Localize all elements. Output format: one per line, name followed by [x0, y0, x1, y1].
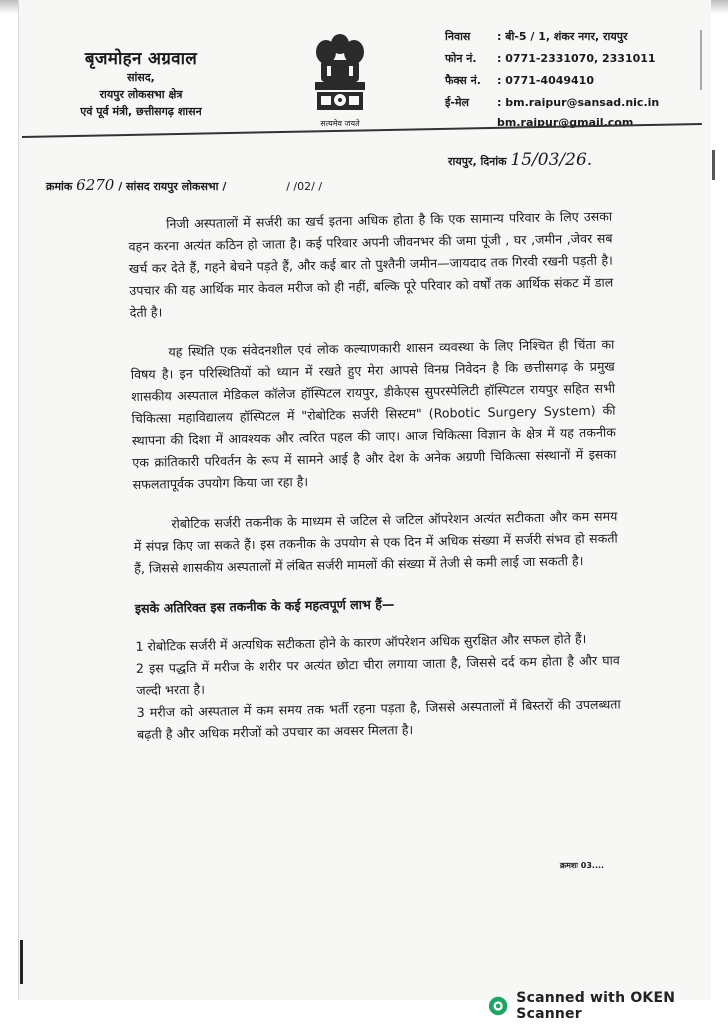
continued-note: क्रमशः 03....: [560, 861, 605, 870]
sender-designation-1: सांसद,: [127, 71, 155, 84]
reference-label: क्रमांक: [46, 180, 73, 193]
scan-edge-mark-left: [20, 940, 23, 984]
scan-edge-mark: [700, 30, 702, 90]
contact-label: फोन नं.: [445, 52, 477, 65]
scanner-label: Scanned with OKEN Scanner: [516, 990, 676, 1022]
sender-designation-2: रायपुर लोकसभा क्षेत्र: [99, 88, 183, 101]
benefit-item: 1 रोबोटिक सर्जरी में अत्यधिक सटीकता होने के कारण ऑपरेशन अधिक सुरक्षित और सफल होते हैं।: [135, 631, 587, 654]
letter-body: [128, 206, 621, 746]
reference-suffix: / सांसद रायपुर लोकसभा /: [118, 180, 227, 193]
emblem-motto: सत्यमेव जयते: [320, 119, 360, 128]
sender-name: बृजमोहन अग्रवाल: [84, 49, 198, 69]
contact-row-phone: [445, 48, 695, 70]
body-paragraph: यह स्थिति एक संवेदनशील एवं लोक कल्याणकारी शासन व्यवस्था के लिए निश्चित ही चिंता का विषय है। इन परिस्थितियों को ध्यान में रखते हुए मेरा आपसे विनम्र निवेदन है कि छत्तीसगढ़ के प्रमुख शासकीय अस्पताल मेडिकल कॉलेज हॉस्पिटल रायपुर, डीकेएस सुपरस्पेलिटी हॉस्पिटल रायपुर सहित सभी चिकित्सा महाविद्यालय हॉस्पिटल में "रोबोटिक सर्जरी सिस्टम" (Robotic Surgery System) की स्थापना की दिशा में आवश्यक और त्वरित पहल की जाए। आज चिकित्सा विज्ञान के क्षेत्र में यह तकनीक एक क्रांतिकारी परिवर्तन के रूप में सामने आई है और देश के अनेक अग्रणी चिकित्सा संस्थानों में इसका सफलतापूर्वक उपयोग किया जा रहा है।: [130, 336, 617, 492]
sender-designation-3: एवं पूर्व मंत्री, छत्तीसगढ़ शासन: [80, 105, 202, 118]
contact-label: निवास: [445, 30, 471, 43]
scan-edge-mark-right: [712, 150, 715, 180]
date-label: रायपुर, दिनांक: [448, 155, 507, 168]
contact-email-2: bm.raipur@gmail.com: [497, 116, 634, 129]
scanner-logo-icon: [488, 995, 508, 1017]
national-emblem: [300, 30, 380, 129]
reference-number: 6270: [76, 176, 115, 194]
reference-line: [46, 176, 322, 194]
contact-value: : bm.raipur@sansad.nic.in: [497, 96, 660, 109]
benefit-item: 3 मरीज को अस्पताल में कम समय तक भर्ती रहना पड़ता है, जिससे अस्पतालों में बिस्तरों की उपलब्धता बढ़ती है और अधिक मरीजों को उपचार का अवसर मिलता है।: [136, 696, 621, 742]
lion-capital-icon: [309, 30, 371, 116]
contact-row-address: [445, 26, 695, 48]
contact-row-fax: [445, 70, 695, 92]
sender-block: [46, 46, 236, 120]
contact-value: : 0771-4049410: [497, 74, 594, 87]
contact-block: [445, 26, 695, 132]
benefits-heading: इसके अतिरिक्त इस तकनीक के कई महत्वपूर्ण लाभ हैं—: [134, 596, 395, 616]
contact-row-email: [445, 92, 695, 114]
contact-label: फैक्स नं.: [445, 74, 481, 87]
contact-label: ई-मेल: [445, 96, 470, 109]
benefit-item: 2 इस पद्धति में मरीज के शरीर पर अत्यंत छोटा चीरा लगाया जाता है, जिससे दर्द कम होता है और घाव जल्दी भरता है।: [135, 652, 620, 698]
page-number: / /02/ /: [286, 180, 323, 193]
contact-value: : बी-5 / 1, शंकर नगर, रायपुर: [497, 30, 628, 43]
date-line: [448, 150, 592, 170]
body-paragraph: निजी अस्पतालों में सर्जरी का खर्च इतना अधिक होता है कि एक सामान्य परिवार के लिए उसका वहन करना अत्यंत कठिन हो जाता है। कई परिवार अपनी जीवनभर की जमा पूंजी , घर ,जमीन ,जेवर सब खर्च कर देते हैं, गहने बेचने पड़ते हैं, और कई बार तो पुश्तैनी जमीन—जायदाद तक गिरवी रखनी पड़ती है। उपचार की यह आर्थिक मार केवल मरीज को ही नहीं, बल्कि पूरे परिवार को वर्षों तक आर्थिक संकट में डाल देती है।: [128, 208, 614, 320]
date-value: 15/03/26.: [510, 150, 593, 170]
body-paragraph: रोबोटिक सर्जरी तकनीक के माध्यम से जटिल से जटिल ऑपरेशन अत्यंत सटीकता और कम समय में संपन्न किए जा सकते हैं। इस तकनीक के उपयोग से एक दिन में अधिक संख्या में सर्जरी संभव हो सकती हैं, जिससे शासकीय अस्पतालों में लंबित सर्जरी मामलों की संख्या में तेजी से कमी लाई जा सकती है।: [133, 508, 618, 576]
contact-value: : 0771-2331070, 2331011: [497, 52, 656, 65]
scanner-watermark: [488, 990, 728, 1022]
